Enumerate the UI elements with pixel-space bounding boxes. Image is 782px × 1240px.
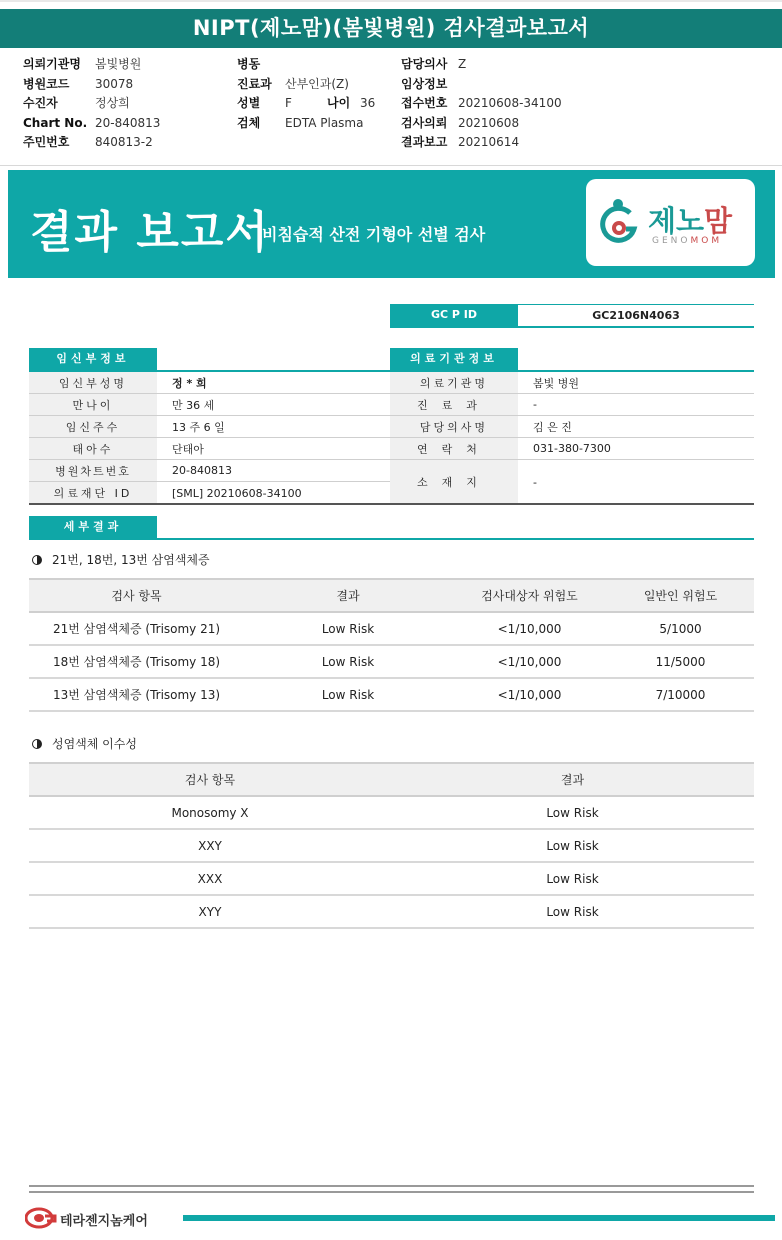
section-tab-institution: 의료기관정보 xyxy=(390,348,518,370)
meta-value: 봄빛병원 xyxy=(95,57,142,71)
info-row xyxy=(29,372,390,394)
section-tab-pregnant: 임신부정보 xyxy=(29,348,157,370)
result-banner xyxy=(8,170,775,278)
gcp-id-value: GC2106N4063 xyxy=(518,304,754,326)
meta-column-report xyxy=(401,55,562,153)
meta-value: EDTA Plasma xyxy=(285,115,364,130)
meta-value: 36 xyxy=(360,96,376,110)
info-label: 만나이 xyxy=(29,394,157,415)
table-cell: 11/5000 xyxy=(655,654,706,669)
table-cell: 21번 삼염색체증 (Trisomy 21) xyxy=(52,622,221,636)
table-row xyxy=(29,797,754,830)
footer-company-name: 테라젠지놈케어 xyxy=(60,1214,148,1229)
table-cell: Low Risk xyxy=(546,838,599,853)
column-header: 검사 항목 xyxy=(111,589,162,603)
meta-label: 임상정보 xyxy=(401,76,448,91)
meta-divider xyxy=(0,165,782,166)
info-value: - xyxy=(533,475,537,489)
table-cell: 18번 삼염색체증 (Trisomy 18) xyxy=(52,655,221,669)
info-value: 김 은 진 xyxy=(533,420,572,434)
info-bottom-line xyxy=(29,503,754,505)
table-cell: Low Risk xyxy=(321,621,375,636)
table-row xyxy=(29,613,754,646)
half-circle-icon xyxy=(32,739,42,749)
logo-wordmark: 제노맘 xyxy=(648,204,733,238)
logo-subtext: GENOMOM xyxy=(652,236,723,246)
column-header: 결과 xyxy=(336,589,360,603)
sex-chromosome-table xyxy=(29,762,754,931)
meta-label: 담당의사 xyxy=(401,57,448,71)
info-label: 태아수 xyxy=(29,438,157,459)
info-value: - xyxy=(533,398,537,411)
info-label: 병원차트번호 xyxy=(29,460,157,481)
info-value: 031-380-7300 xyxy=(533,442,611,455)
meta-label: 접수번호 xyxy=(401,96,448,110)
footer-accent-bar xyxy=(183,1215,775,1221)
info-row xyxy=(29,394,390,416)
info-value: 만 36 세 xyxy=(172,398,215,412)
column-header: 일반인 위험도 xyxy=(643,589,718,603)
table-header xyxy=(29,762,754,797)
info-label: 연락처 xyxy=(390,438,518,459)
table-cell: Low Risk xyxy=(321,654,375,669)
table-row xyxy=(29,863,754,896)
meta-value: 840813-2 xyxy=(95,135,153,149)
banner-subtitle: 비침습적 산전 기형아 선별 검사 xyxy=(262,225,486,244)
half-circle-icon xyxy=(32,555,42,565)
meta-value: 30078 xyxy=(95,76,134,91)
info-label: 의료재단 ID xyxy=(29,482,157,504)
table-cell: Low Risk xyxy=(546,871,599,886)
pregnant-info-table xyxy=(29,372,390,504)
meta-label: 진료과 xyxy=(237,76,272,91)
trisomy-table xyxy=(29,578,754,713)
top-divider xyxy=(0,0,782,2)
table-row xyxy=(29,830,754,863)
table-cell: Low Risk xyxy=(546,805,599,820)
footer-divider xyxy=(29,1191,754,1193)
meta-value: 20210608-34100 xyxy=(458,96,562,110)
footer-divider xyxy=(29,1185,754,1187)
meta-value: 20210608 xyxy=(458,115,520,130)
info-value: 봄빛 병원 xyxy=(533,376,580,390)
table-cell: Low Risk xyxy=(321,687,375,702)
table-row xyxy=(29,896,754,929)
genomom-logo-icon xyxy=(600,197,642,247)
meta-label: Chart No. xyxy=(23,115,88,130)
table-cell: <1/10,000 xyxy=(497,687,562,702)
meta-label: 나이 xyxy=(327,96,351,110)
table-header xyxy=(29,578,754,613)
meta-column-clinic xyxy=(237,55,375,133)
table-cell: XYY xyxy=(198,904,222,919)
meta-label: 병원코드 xyxy=(23,76,70,91)
info-row xyxy=(29,416,390,438)
info-label: 소재지 xyxy=(390,460,518,504)
section-tab-detail: 세부결과 xyxy=(29,516,157,538)
table-cell: 7/10000 xyxy=(655,687,706,702)
info-row xyxy=(390,460,754,504)
meta-label: 병동 xyxy=(237,57,261,71)
institution-info-table xyxy=(390,372,754,504)
meta-column-patient xyxy=(23,55,160,153)
info-row xyxy=(390,394,754,416)
info-value: [SML] 20210608-34100 xyxy=(172,486,302,500)
info-value: 정 * 희 xyxy=(172,376,207,390)
column-header: 결과 xyxy=(560,773,585,787)
genomom-logo xyxy=(586,179,755,266)
meta-label: 성별 xyxy=(237,96,261,110)
info-row xyxy=(29,482,390,504)
info-row xyxy=(29,460,390,482)
trisomy-subtitle: 21번, 18번, 13번 삼염색체증 xyxy=(32,551,210,568)
meta-label: 검사의뢰 xyxy=(401,115,448,130)
gcp-id-label: GC P ID xyxy=(390,304,518,326)
theragen-logo-icon xyxy=(25,1207,59,1229)
meta-label: 검체 xyxy=(237,115,261,130)
banner-title: 결과 보고서 xyxy=(30,207,270,258)
info-label: 담당의사명 xyxy=(390,416,518,437)
info-label: 의료기관명 xyxy=(390,372,518,393)
meta-label: 결과보고 xyxy=(401,135,448,149)
table-cell: XXX xyxy=(197,871,223,886)
table-cell: 5/1000 xyxy=(659,621,702,636)
meta-value: 산부인과(Z) xyxy=(285,76,349,91)
info-value: 20-840813 xyxy=(172,464,232,477)
info-row xyxy=(390,372,754,394)
meta-value: F xyxy=(285,96,292,110)
table-cell: Low Risk xyxy=(546,904,599,919)
table-cell: <1/10,000 xyxy=(497,621,562,636)
table-row xyxy=(29,646,754,679)
meta-label: 주민번호 xyxy=(23,135,70,149)
info-value: 단태아 xyxy=(172,442,204,456)
meta-label: 수진자 xyxy=(23,96,58,110)
info-label: 임신부성명 xyxy=(29,372,157,393)
info-label: 진료과 xyxy=(390,394,518,415)
info-row xyxy=(390,438,754,460)
table-cell: 13번 삼염색체증 (Trisomy 13) xyxy=(52,688,221,702)
column-header: 검사대상자 위험도 xyxy=(481,589,578,603)
info-row xyxy=(390,416,754,438)
info-value: 13 주 6 일 xyxy=(172,420,225,434)
meta-label: 의뢰기관명 xyxy=(23,57,81,71)
table-cell: XXY xyxy=(198,838,222,853)
meta-value: 정상희 xyxy=(95,96,130,110)
meta-value: 20-840813 xyxy=(95,115,161,130)
meta-value: Z xyxy=(458,57,467,71)
section-line xyxy=(29,538,754,540)
meta-value: 20210614 xyxy=(458,135,520,149)
column-header: 검사 항목 xyxy=(184,773,236,787)
table-cell: <1/10,000 xyxy=(497,654,562,669)
info-label: 임신주수 xyxy=(29,416,157,437)
sex-chromosome-subtitle: 성염색체 이수성 xyxy=(32,735,137,752)
table-cell: Monosomy X xyxy=(171,805,249,820)
table-row xyxy=(29,679,754,712)
info-row xyxy=(29,438,390,460)
gcp-id-box xyxy=(390,304,754,328)
report-header-title: NIPT(제노맘)(봄빛병원) 검사결과보고서 xyxy=(0,9,782,48)
